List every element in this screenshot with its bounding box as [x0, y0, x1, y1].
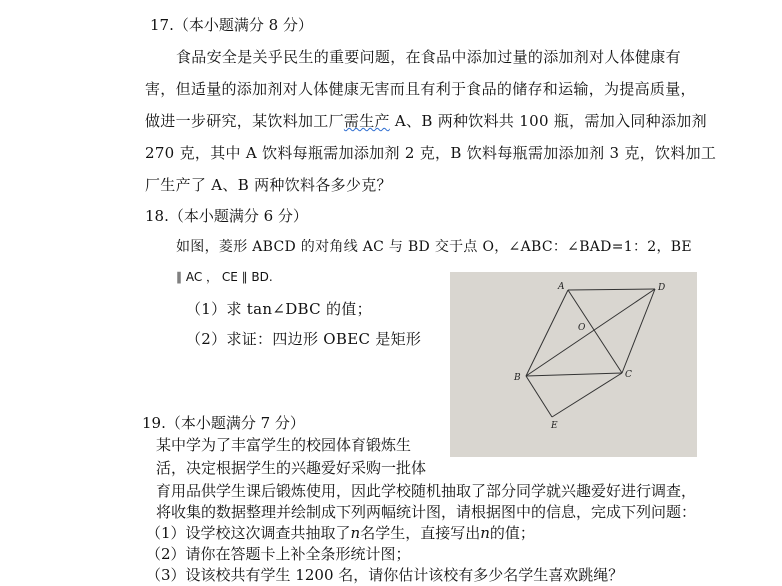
q17-line-3: [145, 110, 707, 131]
q19-heading: 19.（本小题满分 7 分）: [142, 414, 305, 432]
q19-line-4: 将收集的数据整理并绘制成下列两幅统计图，请根据图中的信息，完成下列问题：: [156, 503, 697, 521]
edge-BE: [526, 376, 552, 417]
q17-line-1: 食品安全是关乎民生的重要问题，在食品中添加过量的添加剂对人体健康有: [176, 48, 681, 66]
q18-heading: 18.（本小题满分 6 分）: [145, 207, 308, 225]
diagonal-BD: [526, 289, 655, 376]
q19-var-n: n: [350, 524, 361, 542]
q17-heading: 17.（本小题满分 8 分）: [150, 16, 313, 34]
q19-var-n-2: n: [480, 524, 490, 542]
q18-line-2: ∥ AC ， CE ∥ BD.: [176, 270, 273, 284]
edge-DC: [622, 289, 655, 373]
q19-sub-2: （2）请你在答题卡上补全条形统计图；: [146, 545, 411, 563]
rhombus-figure: [450, 272, 697, 457]
q19-sub-1-post: 的值；: [489, 524, 535, 542]
q19-sub-1-mid: 名学生，直接写出: [360, 524, 481, 542]
label-E: E: [551, 421, 558, 431]
q17-line-2: 害，但适量的添加剂对人体健康无害而且有利于食品的储存和运输，为提高质量，: [145, 80, 696, 98]
q18-line-1: 如图，菱形 ABCD 的对角线 AC 与 BD 交于点 O，∠ABC：∠BAD=1：2，BE: [176, 239, 692, 255]
q19-sub-1: [146, 522, 535, 543]
q17-line-4: 270 克，其中 A 饮料每瓶需加添加剂 2 克，B 饮料每瓶需加添加剂 3 克，饮料加工: [145, 144, 717, 162]
q19-sub-3: （3）设该校共有学生 1200 名，请你估计该校有多少名学生喜欢跳绳？: [146, 566, 624, 584]
q18-sub-2: （2）求证：四边形 OBEC 是矩形: [186, 330, 422, 348]
q18-sub-1: （1）求 tan∠DBC 的值；: [186, 300, 372, 318]
q19-line-2: 活，决定根据学生的兴趣爱好采购一批体: [156, 459, 427, 477]
edge-BA: [526, 290, 568, 376]
label-O: O: [578, 323, 586, 333]
q17-line-3-post: A、B 两种饮料共 100 瓶，需加入同种添加剂: [389, 112, 707, 130]
label-D: D: [658, 283, 666, 293]
label-C: C: [625, 370, 632, 380]
q19-sub-1-pre: （1）设学校这次调查共抽取了: [146, 524, 351, 542]
diagonal-AC: [568, 290, 622, 373]
label-A: A: [558, 282, 565, 292]
label-B: B: [514, 373, 521, 383]
edge-AD: [568, 289, 655, 290]
q17-line-3-pre: 做进一步研究，某饮料加工厂: [145, 112, 344, 130]
rhombus-diagram: [450, 272, 697, 457]
edge-CB: [526, 373, 622, 376]
q17-line-5: 厂生产了 A、B 两种饮料各多少克？: [145, 176, 392, 194]
edge-CE: [552, 373, 622, 417]
q17-line-3-wavy: 需生产: [343, 112, 390, 130]
q19-line-1: 某中学为了丰富学生的校园体育锻炼生: [156, 436, 412, 454]
q19-line-3: 育用品供学生课后锻炼使用，因此学校随机抽取了部分同学就兴趣爱好进行调查，: [156, 482, 697, 500]
